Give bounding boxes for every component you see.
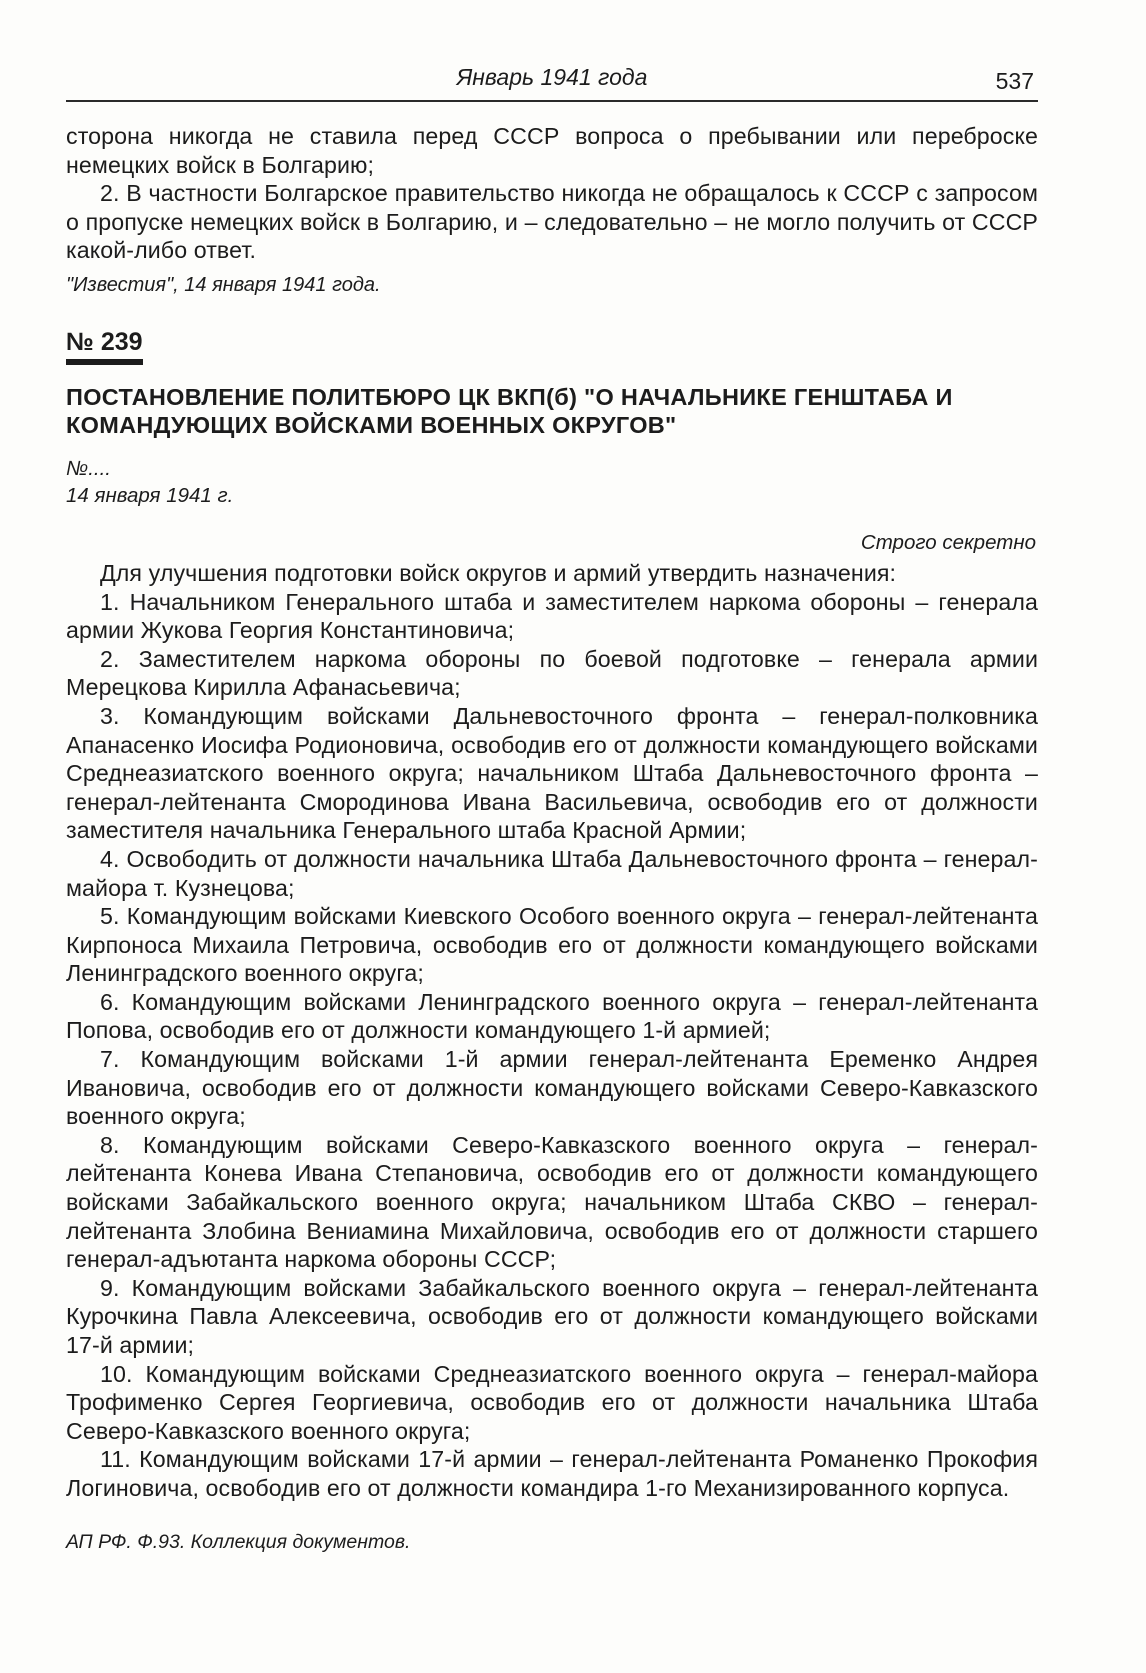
- body-paragraph: 8. Командующим войсками Северо-Кавказского военного округа – генерал-лейтенанта Конева Ивана Степановича, освободив его от должности командующего войсками Забайкальского военного округа; начальником Штаба СКВО – генерал-лейтенанта Злобина Вениамина Михайловича, освободив его от должности старшего генерал-адъютанта наркома обороны СССР;: [66, 1131, 1038, 1273]
- body-paragraph: 10. Командующим войсками Среднеазиатского военного округа – генерал-майора Трофименко Сергея Георгиевича, освободив его от должности начальника Штаба Северо-Кавказского военного округа;: [66, 1360, 1038, 1444]
- body-paragraph: 11. Командующим войсками 17-й армии – генерал-лейтенанта Романенко Прокофия Логиновича, освободив его от должности командира 1-го Механизированного корпуса.: [66, 1446, 1038, 1501]
- running-title: Январь 1941 года: [456, 64, 648, 90]
- document-reg-number: №....: [66, 456, 111, 480]
- document-title: ПОСТАНОВЛЕНИЕ ПОЛИТБЮРО ЦК ВКП(б) "О НАЧАЛЬНИКЕ ГЕНШТАБА И КОМАНДУЮЩИХ ВОЙСКАМИ ВОЕННЫХ ОКРУГОВ": [66, 383, 953, 438]
- previous-doc-source: "Известия", 14 января 1941 года.: [66, 273, 381, 296]
- page-header: [66, 60, 1038, 102]
- body-paragraph: 7. Командующим войсками 1-й армии генерал-лейтенанта Еременко Андрея Ивановича, освободив его от должности командующего войсками Северо-Кавказского военного округа;: [66, 1046, 1038, 1130]
- body-paragraph: 5. Командующим войсками Киевского Особого военного округа – генерал-лейтенанта Кирпоноса Михаила Петровича, освободив его от должности командующего войсками Ленинградского военного округа;: [66, 903, 1038, 987]
- body-paragraph: 3. Командующим войсками Дальневосточного фронта – генерал-полковника Апанасенко Иосифа Родионовича, освободив его от должности командующего войсками Среднеазиатского военного округа; начальником Штаба Дальневосточного фронта – генерал-лейтенанта Смородинова Ивана Васильевича, освободив его от должности заместителя начальника Генерального штаба Красной Армии;: [66, 702, 1038, 844]
- previous-doc-paragraph: 2. В частности Болгарское правительство никогда не обращалось к СССР с запросом о пропуске немецких войск в Болгарию, и – следовательно – не могло получить от СССР какой-либо ответ.: [66, 180, 1038, 264]
- previous-doc-paragraph: сторона никогда не ставила перед СССР вопроса о пребывании или переброске немецких войск в Болгарию;: [66, 123, 1038, 178]
- classification-label: Строго секретно: [860, 530, 1036, 554]
- document-registration: [66, 455, 1038, 509]
- body-paragraph: 2. Заместителем наркома обороны по боевой подготовке – генерала армии Мерецкова Кирилла Афанасьевича;: [66, 645, 1038, 701]
- body-paragraph: 6. Командующим войсками Ленинградского военного округа – генерал-лейтенанта Попова, освободив его от должности командующего 1-й армией;: [66, 988, 1038, 1044]
- page-number: 537: [995, 68, 1034, 94]
- document-number: № 239: [66, 327, 143, 365]
- body-paragraph: Для улучшения подготовки войск округов и армий утвердить назначения:: [100, 559, 897, 586]
- archive-source: АП РФ. Ф.93. Коллекция документов.: [66, 1530, 411, 1553]
- body-paragraph: 9. Командующим войсками Забайкальского военного округа – генерал-лейтенанта Курочкина Павла Алексеевича, освободив его от должности командующего войсками 17-й армии;: [66, 1274, 1038, 1358]
- document-date: 14 января 1941 г.: [66, 483, 234, 507]
- page-content: [66, 122, 1038, 1556]
- document-body: [66, 559, 1038, 1503]
- body-paragraph: 1. Начальником Генерального штаба и заместителем наркома обороны – генерала армии Жукова Георгия Константиновича;: [66, 588, 1038, 644]
- body-paragraph: 4. Освободить от должности начальника Штаба Дальневосточного фронта – генерал-майора т. Кузнецова;: [66, 845, 1038, 901]
